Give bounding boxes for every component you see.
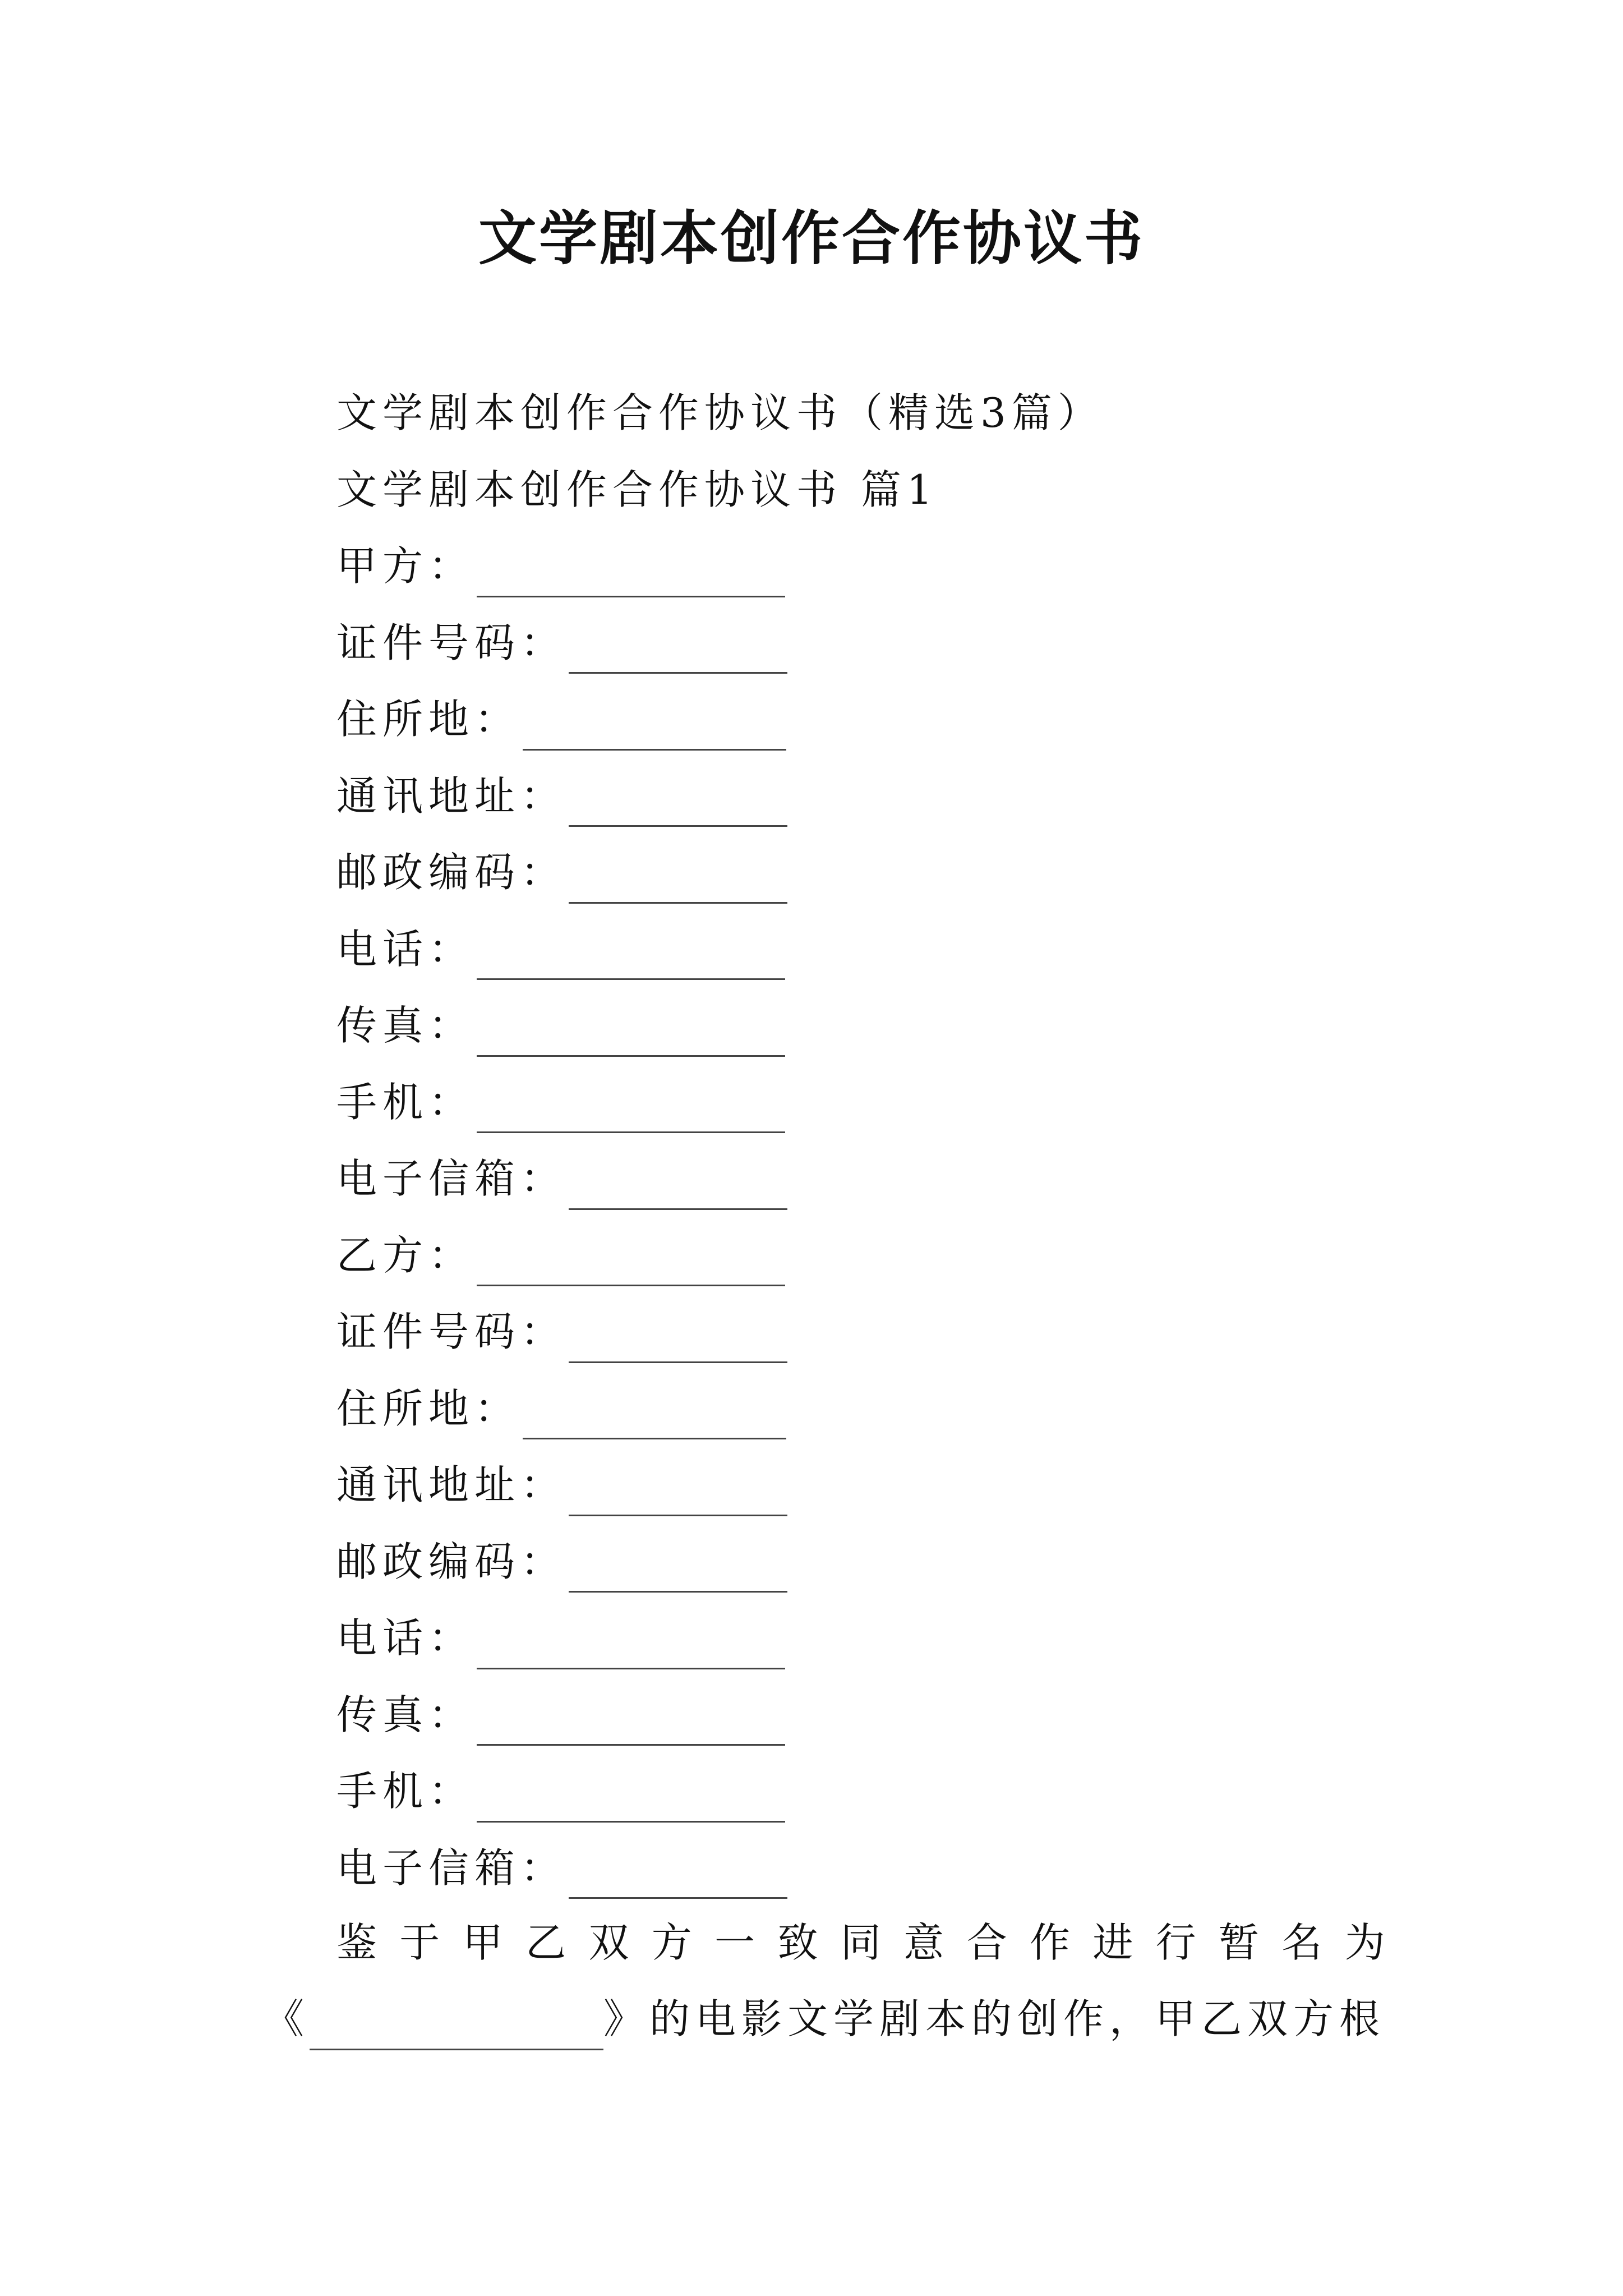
party-b-residence-line [336,1370,1402,1447]
body-char: 方 [651,1919,692,1966]
document-content [336,375,1402,1906]
party-a-fax-blank[interactable] [477,1015,785,1057]
body-line-2-text: 》的电影文学剧本的创作，甲乙双方根 [603,1995,1385,2042]
body-char: 于 [399,1919,440,1966]
body-char: 同 [840,1919,881,1966]
field-label: 通讯地址： [336,772,567,820]
party-b-phone-blank[interactable] [477,1627,785,1669]
party-a-id-number-blank[interactable] [569,632,787,674]
party-b-residence-blank[interactable] [523,1397,786,1439]
body-char: 一 [714,1919,755,1966]
body-char: 意 [903,1919,944,1966]
party-a-mobile-blank[interactable] [477,1091,785,1133]
body-char: 名 [1281,1919,1322,1966]
party-a-residence-line [336,681,1402,758]
party-b-postcode-line [336,1524,1402,1600]
party-b-email-blank[interactable] [569,1857,787,1899]
body-line-2 [264,1981,1385,2057]
field-label: 电话： [336,1614,475,1662]
body-char: 为 [1344,1919,1385,1966]
field-label: 电子信箱： [336,1155,567,1202]
body-char: 行 [1155,1919,1196,1966]
field-label: 传真： [336,1002,475,1049]
party-b-postcode-blank[interactable] [569,1550,787,1593]
party-a-mobile-line [336,1064,1402,1141]
party-b-label: 乙方： [336,1231,475,1279]
body-char: 致 [777,1919,818,1966]
field-label: 传真： [336,1691,475,1738]
party-a-email-line [336,1140,1402,1217]
party-b-mobile-line [336,1753,1402,1830]
party-b-fax-line [336,1677,1402,1754]
party-a-phone-blank[interactable] [477,938,785,980]
field-label: 证件号码： [336,619,567,666]
body-char: 双 [588,1919,629,1966]
field-label: 电话： [336,925,475,973]
field-label: 邮政编码： [336,1538,567,1585]
party-b-id-number-line [336,1294,1402,1370]
body-char: 作 [1029,1919,1070,1966]
party-a-postcode-line [336,834,1402,911]
body-char: 乙 [525,1919,566,1966]
field-label: 邮政编码： [336,849,567,896]
section-heading: 文学剧本创作合作协议书 篇1 [336,466,938,513]
field-label: 电子信箱： [336,1844,567,1892]
party-a-phone-line [336,911,1402,988]
field-label: 住所地： [336,696,521,743]
body-char: 暂 [1219,1919,1260,1966]
party-b-id-number-blank[interactable] [569,1321,787,1363]
party-a-postcode-blank[interactable] [569,862,787,904]
body-char: 鉴 [336,1919,377,1966]
party-a-address-blank[interactable] [569,785,787,827]
party-a-residence-blank[interactable] [523,708,786,751]
field-label: 手机： [336,1078,475,1126]
document-title: 文学剧本创作合作协议书 [478,204,1145,273]
party-b-phone-line [336,1600,1402,1677]
body-char: 进 [1092,1919,1133,1966]
party-b-mobile-blank[interactable] [477,1780,785,1823]
body-line-1 [264,1904,1385,1981]
party-a-fax-line [336,987,1402,1064]
field-label: 住所地： [336,1384,521,1432]
party-a-address-line [336,758,1402,835]
party-a-blank[interactable] [477,555,785,597]
party-a-label: 甲方： [336,542,475,590]
body-char: 合 [966,1919,1007,1966]
party-b-address-blank[interactable] [569,1474,787,1516]
party-b-line [336,1217,1402,1294]
field-label: 通讯地址： [336,1461,567,1508]
party-b-blank[interactable] [477,1244,785,1286]
party-b-fax-blank[interactable] [477,1704,785,1746]
party-b-email-line [336,1830,1402,1907]
film-title-blank[interactable] [310,2008,603,2050]
body-paragraph [264,1904,1385,2057]
field-label: 证件号码： [336,1308,567,1355]
party-a-id-number-line [336,605,1402,682]
party-a-email-blank[interactable] [569,1168,787,1210]
body-char: 甲 [462,1919,503,1966]
field-label: 手机： [336,1768,475,1815]
subtitle: 文学剧本创作合作协议书（精选3篇） [336,389,1104,436]
title-open-bracket: 《 [264,1995,310,2042]
party-a-line [336,528,1402,605]
party-b-address-line [336,1447,1402,1524]
